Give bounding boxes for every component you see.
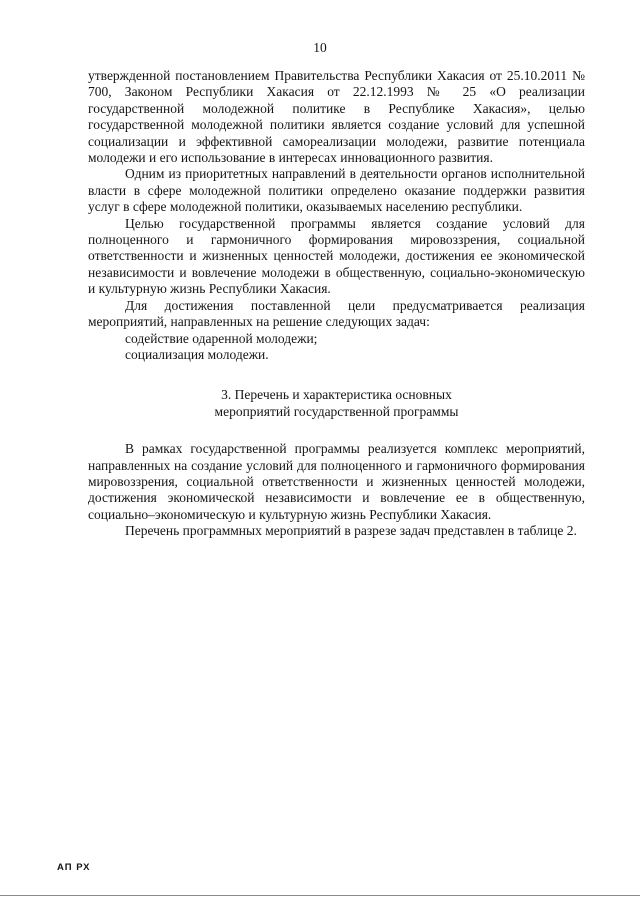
footer-stamp: АП РХ <box>57 862 91 873</box>
task-item: социализация молодежи. <box>125 346 269 362</box>
document-body <box>88 68 585 540</box>
section-heading-line: мероприятий государственной программы <box>214 403 459 419</box>
paragraph-tasks-intro: Для достижения поставленной цели предусматривается реализация мероприятий, направленных на решение следующих задач: <box>88 297 585 330</box>
task-item: содействие одаренной молодежи; <box>125 330 318 346</box>
paragraph-table-reference: Перечень программных мероприятий в разрезе задач представлен в таблице 2. <box>125 523 577 539</box>
section-heading <box>88 387 585 420</box>
paragraph-activities: В рамках государственной программы реализуется комплекс мероприятий, направленных на создание условий для полноценного и гармоничного формирования мировоззрения, социальной ответственности и жизненных ценностей молодежи, достижения экономической независимости и вовлечение ее в общественную, социально–экономическую и культурную жизнь Республики Хакасия. <box>88 441 585 522</box>
paragraph-program-goal: Целью государственной программы является создание условий для полноценного и гармоничного формирования мировоззрения, социальной ответственности и жизненных ценностей молодежи, достижения ее экономической независимости и вовлечение молодежи в общественную, социально-экономическую и культурную жизнь Республики Хакасия. <box>88 215 585 297</box>
paragraph-priority-direction: Одним из приоритетных направлений в деятельности органов исполнительной власти в сфере молодежной политики определено оказание поддержки развития услуг в сфере молодежной политики, оказываемых населению республики. <box>88 166 585 215</box>
bottom-divider <box>0 895 640 896</box>
paragraph-continuation: утвержденной постановлением Правительства Республики Хакасия от 25.10.2011 № 700, Законом Республики Хакасия от 22.12.1993 № 25 «О реализации государственной молодежной политике в Республике Хакасия», целью государственной молодежной политики является создание условий для успешной социализации и эффективной самореализации молодежи, развитие потенциала молодежи и его использование в интересах инновационного развития. <box>88 68 585 166</box>
section-heading-line: 3. Перечень и характеристика основных <box>221 387 452 403</box>
page-number: 10 <box>313 40 327 55</box>
